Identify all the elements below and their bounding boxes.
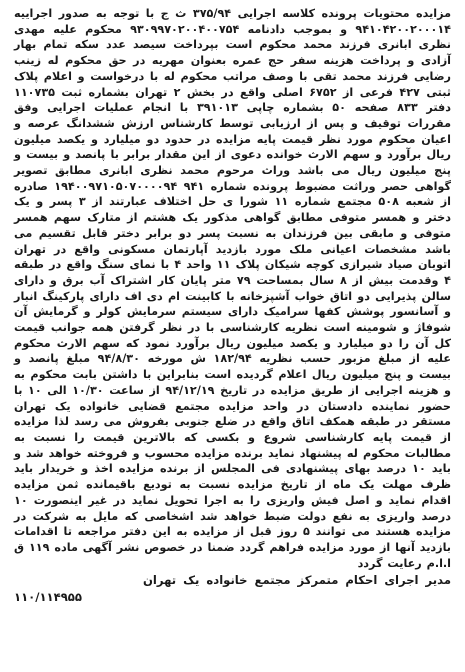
court-auction-notice — [8, 4, 457, 668]
notice-signature: مدیر اجرای احکام متمرکز مجتمع خانواده یک تهران — [143, 573, 451, 588]
notice-body: مزایده محتویات پرونده کلاسه اجرایی ۳۷۵/۹۴ ث ج با توجه به صدور اجراییه ۹۴۱۰۴۲۰۰۲۰۰۰۱۴ و بموجب دادنامه ۹۳۰۹۹۷۰۲۰۰۴۰۰۷۵۴ محکوم علیه مهدی نظری ابانری فرزند محمد محکوم است بپرداخت سیصد عدد سکه تمام بهار آزادی و پرداخت هزینه سفر حج عمره بعنوان مهریه در حق محکوم له زینب رضایی فرزند محمد تقی با وصف مراتب محکوم له با درخواست و اعلام پلاک ثبتی ۴۲۷ فرعی از ۶۷۵۲ اصلی واقع در بخش ۲ تهران بشماره ثبت ۱۱۰۷۳۵ دفتر ۸۳۳ صفحه ۵۰ بشماره چاپی ۳۹۱۰۱۳ با انجام عملیات اجرایی وفق مقررات توقیف و پس از ارزیابی توسط کارشناس ارزش ششدانگ عرصه و اعیان محکوم مورد نظر قیمت پایه مزایده در حدود دو میلیارد و یکصد میلیون ریال برآورد و سهم الارث خوانده دعوی از این مقدار برابر با پانصد و بیست و پنج میلیون ریال می باشد وراث مرحوم محمد نظری ابانری مطابق تصویر گواهی حصر وراثت مضبوط پرونده شماره ۹۴۱ ۱۹۴۰۰۹۷۱۰۵۰۷۰۰۰۰۹۴ صادره از شعبه ۵۰۸ مجتمع شماره ۱۱ شورا ی حل اختلاف عبارتند از ۳ پسر و یک دختر و همسر متوفی مطابق گواهی مذکور یک هشتم از متارک سهم همسر متوفی و مابقی بین فرزندان به نسبت پسر دو برابر دختر قابل تقسیم می باشد مشخصات اعیانی ملک مورد بازدید آپارتمان مسکونی واقع در تهران اتوبان صیاد شیرازی کوچه شیکان پلاک ۱۱ واحد ۴ با نمای سنگ واقع در طبقه ۴ وقدمت بیش از ۸ سال بمساحت ۷۹ متر پایان کار اشتراک آب برق و دارای سالن پذیرایی دو اتاق خواب آشپزخانه با کابینت ام دی اف دارای پارکینگ انبار و آسانسور پوشش کفها سرامیک دارای سیستم سرمایش کولر و گرمایش آن شوفاژ و شومینه است نظریه کارشناسی با در نظر گرفتن همه جوانب قیمت کل آن را دو میلیارد و یکصد میلیون ریال برآورد نمود که سهم الارث محکوم علیه از مبلغ مزبور حسب نظریه ۱۸۲/۹۴ ش مورخه ۹۴/۸/۳۰ مبلغ پانصد و بیست و پنج میلیون ریال اعلام گردیده است بنابراین با داشتن بابت محکوم به و هزینه اجرایی از طریق مزایده در تاریخ ۹۴/۱۲/۱۹ از ساعت ۱۰/۳۰ الی ۱۰ با حضور نماینده دادستان در واحد مزایده مجتمع قضایی خانواده یک تهران مستقر در طبقه همکف اتاق واقع در ضلع جنوبی بفروش می رسد لذا مزایده از قیمت پایه کارشناسی شروع و بکسی که بالاترین قیمت را نسبت به مطالبات محکوم له پیشنهاد نماید برنده مزایده محسوب و فروخته خواهد شد و باید ۱۰ درصد بهای پیشنهادی فی المجلس از برنده مزایده اخذ و خریدار باید ظرف مهلت یک ماه از تاریخ مزایده نسبت به تودیع باقیمانده ثمن مزایده اقدام نماید و اصل فیش واریزی را به اجرا تحویل نماید در غیر اینصورت ۱۰ درصد واریزی به نفع دولت ضبط خواهد شد اشخاصی که مایل به شرکت در مزایده هستند می توانند ۵ روز قبل از مزایده به این دفتر مراجعه تا اقدامات بازدید آنها از مورد مزایده فراهم گردد ضمنا در خصوص نشر آگهی ماده ۱۱۹ ق ا.ا.م رعایت گردد — [14, 7, 452, 570]
notice-reference-number: ۱۱۰/۱۱۴۹۵۵ — [14, 590, 82, 605]
